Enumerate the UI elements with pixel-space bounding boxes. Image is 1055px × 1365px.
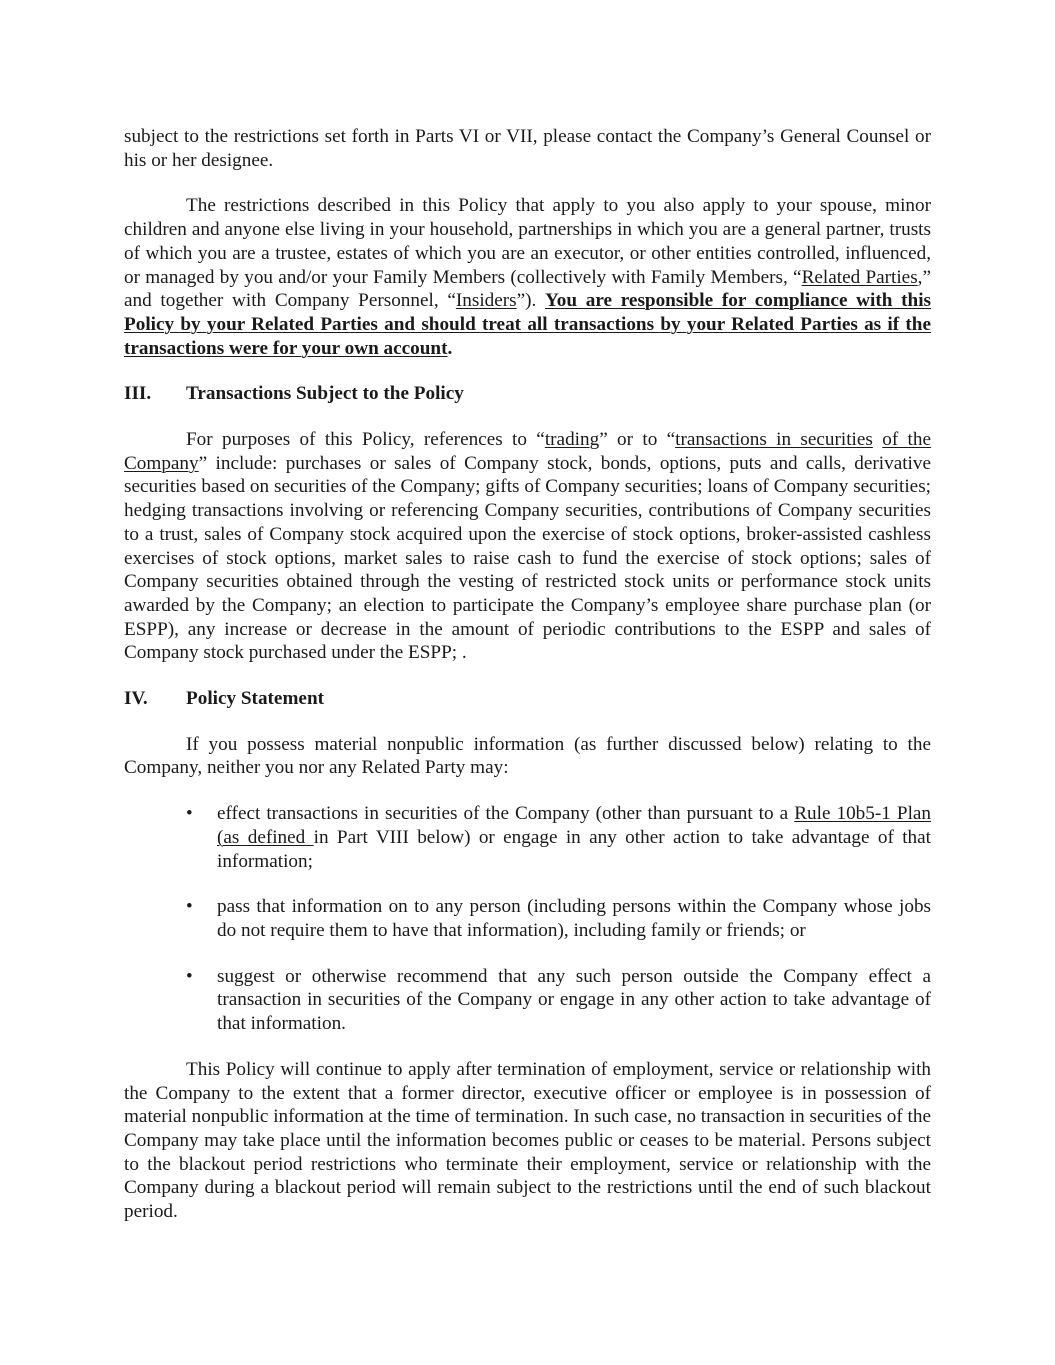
defined-term-of-the-company: of the Company bbox=[124, 429, 931, 474]
bullet-icon: • bbox=[186, 965, 193, 987]
paragraph-policy-intro: If you possess material nonpublic information (as further discussed below) relating to the Company, neither you nor any Related Party may: bbox=[124, 733, 931, 779]
text-span: ”). bbox=[516, 290, 546, 312]
section-number: III. bbox=[124, 383, 152, 405]
list-item bbox=[186, 965, 931, 1036]
defined-term-related-parties: Related Parties bbox=[801, 266, 918, 288]
paragraph-termination: This Policy will continue to apply after termination of employment, service or relationship with the Company to the extent that a former director, executive officer or employee is in possession of material nonpublic information at the time of termination. In such case, no transaction in securities of the Company may take place until the information becomes public or ceases to be material. Persons subject to the blackout period restrictions who terminate their employment, service or relationship with the Company during a blackout period will remain subject to the restrictions until the end of such blackout period. bbox=[124, 1058, 931, 1223]
text-span: ” include: purchases or sales of Company stock, bonds, options, puts and calls, derivative securities based on securities of the Company; gifts of Company securities; loans of Company securities; hedging transactions involving or referencing Company securities, contributions of Company securities to a trust, sales of Company stock acquired upon the exercise of stock options, broker-assisted cashless exercises of stock options, market sales to raise cash to fund the exercise of stock options; sales of Company securities obtained through the vesting of restricted stock units or performance stock units awarded by the Company; an election to participate the Company’s employee share purchase plan (or ESPP), any increase or decrease in the amount of periodic contributions to the ESPP and sales of Company stock purchased under the ESPP; . bbox=[124, 452, 931, 664]
list-item bbox=[186, 802, 931, 873]
text-span: ” or to “ bbox=[599, 429, 676, 451]
list-item bbox=[186, 895, 931, 942]
defined-term-trading: trading bbox=[544, 429, 600, 451]
section-heading-iv bbox=[124, 687, 931, 711]
bullet-icon: • bbox=[186, 803, 193, 825]
bullet-icon: • bbox=[186, 896, 193, 918]
list-item-text bbox=[217, 802, 931, 873]
defined-term-transactions: transactions in securities bbox=[675, 429, 873, 451]
text-span: For purposes of this Policy, references to “ bbox=[186, 429, 545, 451]
section-number: IV. bbox=[124, 688, 148, 710]
emphasis-responsibility: You are responsible for compliance with this Policy by your Related Parties and should treat all transactions by your Related Parties as if the transactions were for your own account bbox=[124, 290, 932, 359]
section-title: Transactions Subject to the Policy bbox=[186, 383, 464, 405]
list-item-text: pass that information on to any person (including persons within the Company whose jobs do not require them to have that information), including family or friends; or bbox=[217, 896, 931, 941]
list-item-text: suggest or otherwise recommend that any such person outside the Company effect a transaction in securities of the Company or engage in any other action to take advantage of that information. bbox=[217, 965, 931, 1035]
text-span: effect transactions in securities of the Company (other than pursuant to a bbox=[217, 803, 795, 825]
bullet-list bbox=[124, 802, 931, 1036]
section-heading-iii bbox=[124, 382, 931, 406]
defined-term-rule-10b5-1: Rule 10b5-1 Plan (as defined bbox=[217, 803, 932, 848]
document-page bbox=[124, 125, 931, 1224]
text-span bbox=[873, 429, 882, 450]
section-title: Policy Statement bbox=[186, 688, 325, 710]
text-span: in Part VIII below) or engage in any other action to take advantage of that information; bbox=[217, 826, 931, 872]
text-span: . bbox=[447, 337, 453, 359]
text-span: The restrictions described in this Policy that apply to you also apply to your spouse, minor children and anyone else living in your household, partnerships in which you are a general partner, trusts of which you are a trustee, estates of which you are an executor, or other entities controlled, influenced, or managed by you and/or your Family Members (collectively with Family Members, “ bbox=[124, 195, 931, 288]
paragraph-related-parties bbox=[124, 194, 931, 360]
defined-term-insiders: Insiders bbox=[455, 290, 517, 312]
paragraph-transactions bbox=[124, 428, 931, 665]
text-span: ,” and together with Company Personnel, “ bbox=[124, 266, 931, 312]
paragraph-continuation: subject to the restrictions set forth in Parts VI or VII, please contact the Company’s General Counsel or his or her designee. bbox=[124, 126, 931, 171]
